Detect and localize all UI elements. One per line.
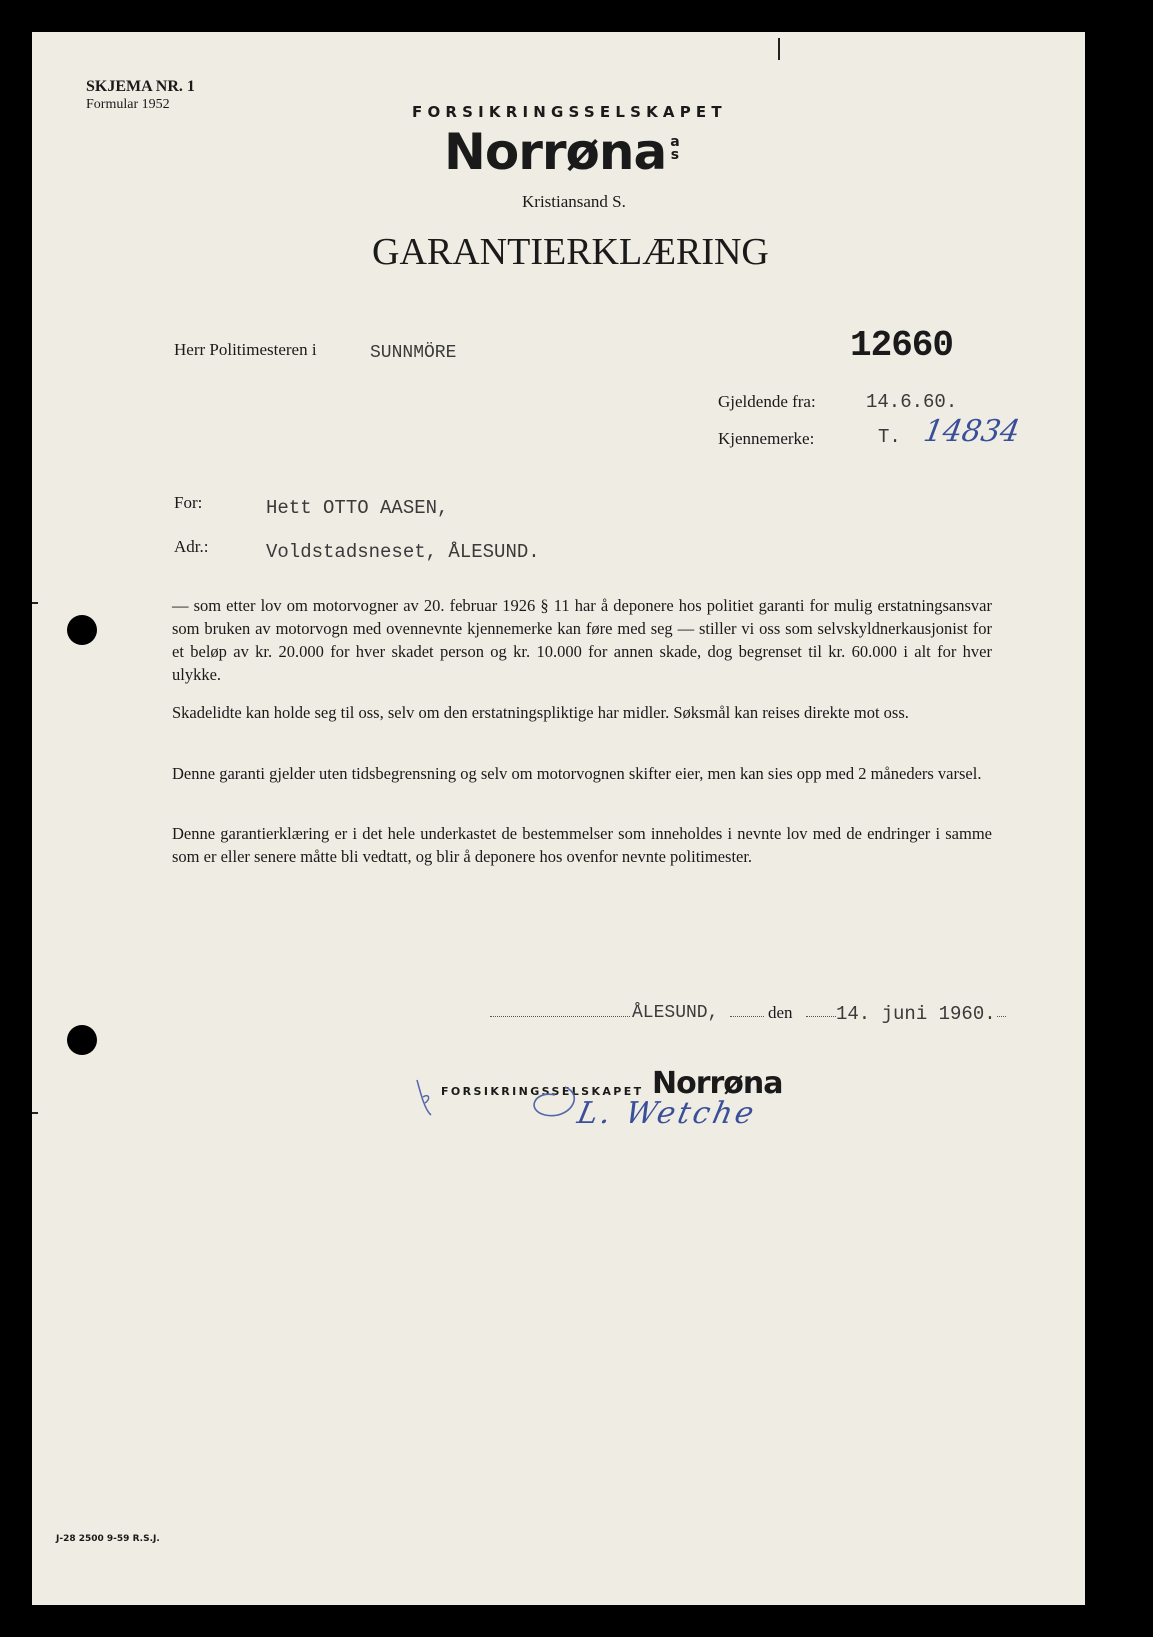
address-label: Adr.: [174, 537, 209, 556]
registration-number-handwritten: 14834 [920, 414, 1023, 449]
place: ÅLESUND, [632, 1003, 719, 1023]
dotted-line [490, 1016, 630, 1017]
paragraph-2: Skadelidte kan holde seg til oss, selv om den erstatningspliktige har midler. Søksmål kan reises direkte mot oss. [172, 703, 909, 722]
for-label: For: [174, 493, 203, 512]
document-number: 12660 [850, 325, 954, 366]
punch-hole [67, 615, 97, 645]
logo-suffix: a [670, 134, 680, 150]
logo-text: Norrøna [444, 123, 667, 181]
signature-company-prefix: FORSIKRINGSSELSKAPET [441, 1085, 644, 1098]
margin-mark [778, 38, 780, 60]
addressee-value: SUNNMÖRE [370, 343, 457, 363]
addressee-label: Herr Politimesteren i [174, 340, 317, 359]
registration-label: Kjennemerke: [718, 429, 815, 448]
company-logo [444, 122, 680, 182]
valid-from-value: 14.6.60. [866, 391, 958, 413]
fold-mark [32, 1112, 38, 1114]
document-title: GARANTIERKLÆRING [372, 231, 769, 273]
signature-pp-mark [405, 1075, 605, 1145]
valid-from-label: Gjeldende fra: [718, 392, 816, 411]
form-schema: SKJEMA NR. 1 [86, 78, 195, 95]
address-value: Voldstadsneset, ÅLESUND. [266, 541, 540, 563]
fold-mark [32, 602, 38, 604]
signature-company-logo: Norrøna [652, 1066, 783, 1101]
print-code: J-28 2500 9-59 R.S.J. [56, 1534, 160, 1544]
handwritten-signature: L. Wetche [574, 1096, 760, 1131]
paragraph-1: — som etter lov om motorvogner av 20. februar 1926 § 11 har å deponere hos politiet garanti for mulig erstatningsansvar som bruken av motorvogn med ovennevnte kjennemerke kan føre med seg — stiller vi oss som selvskyldnerkausjonist for et beløp av kr. 20.000 for hver skadet person og kr. 10.000 for annen skade, dog begrenset til kr. 60.000 i alt for hver ulykke. [172, 596, 992, 684]
dotted-line [730, 1016, 764, 1017]
logo-suffix: s [670, 147, 680, 163]
form-year: Formular 1952 [86, 97, 170, 112]
registration-prefix: T. [878, 426, 901, 448]
date: 14. juni 1960. [836, 1003, 996, 1025]
company-prefix: FORSIKRINGSSELSKAPET [412, 103, 727, 121]
for-value: Hett OTTO AASEN, [266, 497, 449, 519]
punch-hole [67, 1025, 97, 1055]
paragraph-4: Denne garantierklæring er i det hele underkastet de bestemmelser som inneholdes i nevnte lov med de endringer i samme som er eller senere måtte bli vedtatt, og blir å deponere hos ovenfor nevnte politimester. [172, 824, 992, 866]
company-city: Kristiansand S. [522, 192, 626, 211]
paragraph-3: Denne garanti gjelder uten tidsbegrensning og selv om motorvognen skifter eier, men kan sies opp med 2 måneders varsel. [172, 764, 982, 783]
den-label: den [768, 1003, 793, 1022]
